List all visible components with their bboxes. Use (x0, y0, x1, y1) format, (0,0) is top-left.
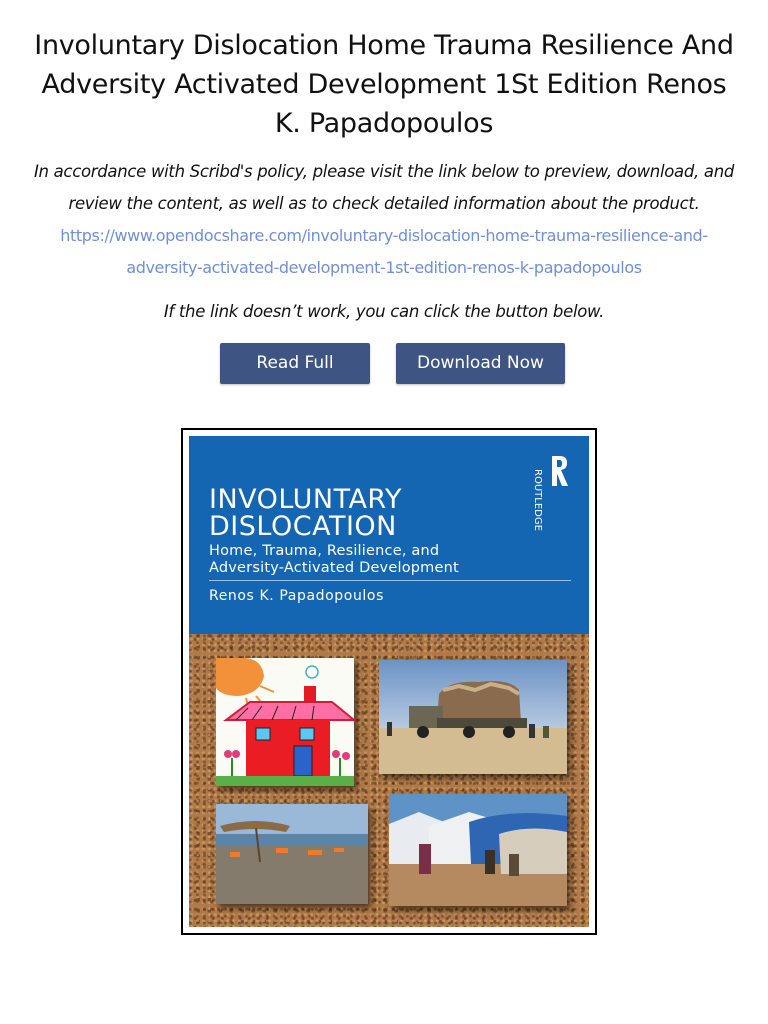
truck-desert-photo (379, 660, 567, 774)
fallback-text: If the link doesn’t work, you can click the button below. (163, 302, 605, 321)
product-link-line-2[interactable]: adversity-activated-development-1st-edition-renos-k-papadopoulos (126, 258, 642, 277)
product-link[interactable] (40, 220, 728, 284)
truck-desert-illustration (379, 660, 567, 774)
page-title: Involuntary Dislocation Home Trauma Resilience And Adversity Activated Development 1St Edition Renos K. Papadopoulos (34, 30, 734, 139)
policy-notice-line-2: review the content, as well as to check detailed information about the product. (68, 194, 700, 213)
book-cover-image (189, 436, 589, 927)
cover-subtitle (209, 543, 459, 577)
cover-subtitle-line-1: Home, Trauma, Resilience, and (209, 543, 440, 559)
product-link-line-1[interactable]: https://www.opendocshare.com/involuntary-dislocation-home-trauma-resilience-and- (60, 226, 708, 245)
cover-title (209, 486, 402, 540)
download-now-button[interactable]: Download Now (396, 343, 565, 384)
cover-title-line-2: DISLOCATION (209, 511, 397, 542)
refugee-tents-illustration (389, 794, 567, 906)
beach-umbrella-illustration (216, 804, 368, 904)
house-drawing-illustration (216, 658, 354, 786)
beach-umbrella-photo (216, 804, 368, 904)
house-drawing-photo (216, 658, 354, 786)
cover-divider (209, 580, 571, 581)
cover-author: Renos K. Papadopoulos (209, 588, 384, 604)
refugee-tents-photo (389, 794, 567, 906)
book-cover (181, 428, 597, 935)
read-full-button[interactable]: Read Full (220, 343, 370, 384)
routledge-logo-text: ROUTLEDGE (532, 469, 543, 531)
policy-notice (30, 156, 738, 220)
routledge-logo-icon (532, 452, 569, 531)
cover-title-line-1: INVOLUNTARY (209, 484, 402, 515)
cover-subtitle-line-2: Adversity-Activated Development (209, 560, 459, 576)
cover-title-panel (189, 436, 589, 634)
policy-notice-line-1: In accordance with Scribd's policy, please visit the link below to preview, download, and (33, 162, 735, 181)
